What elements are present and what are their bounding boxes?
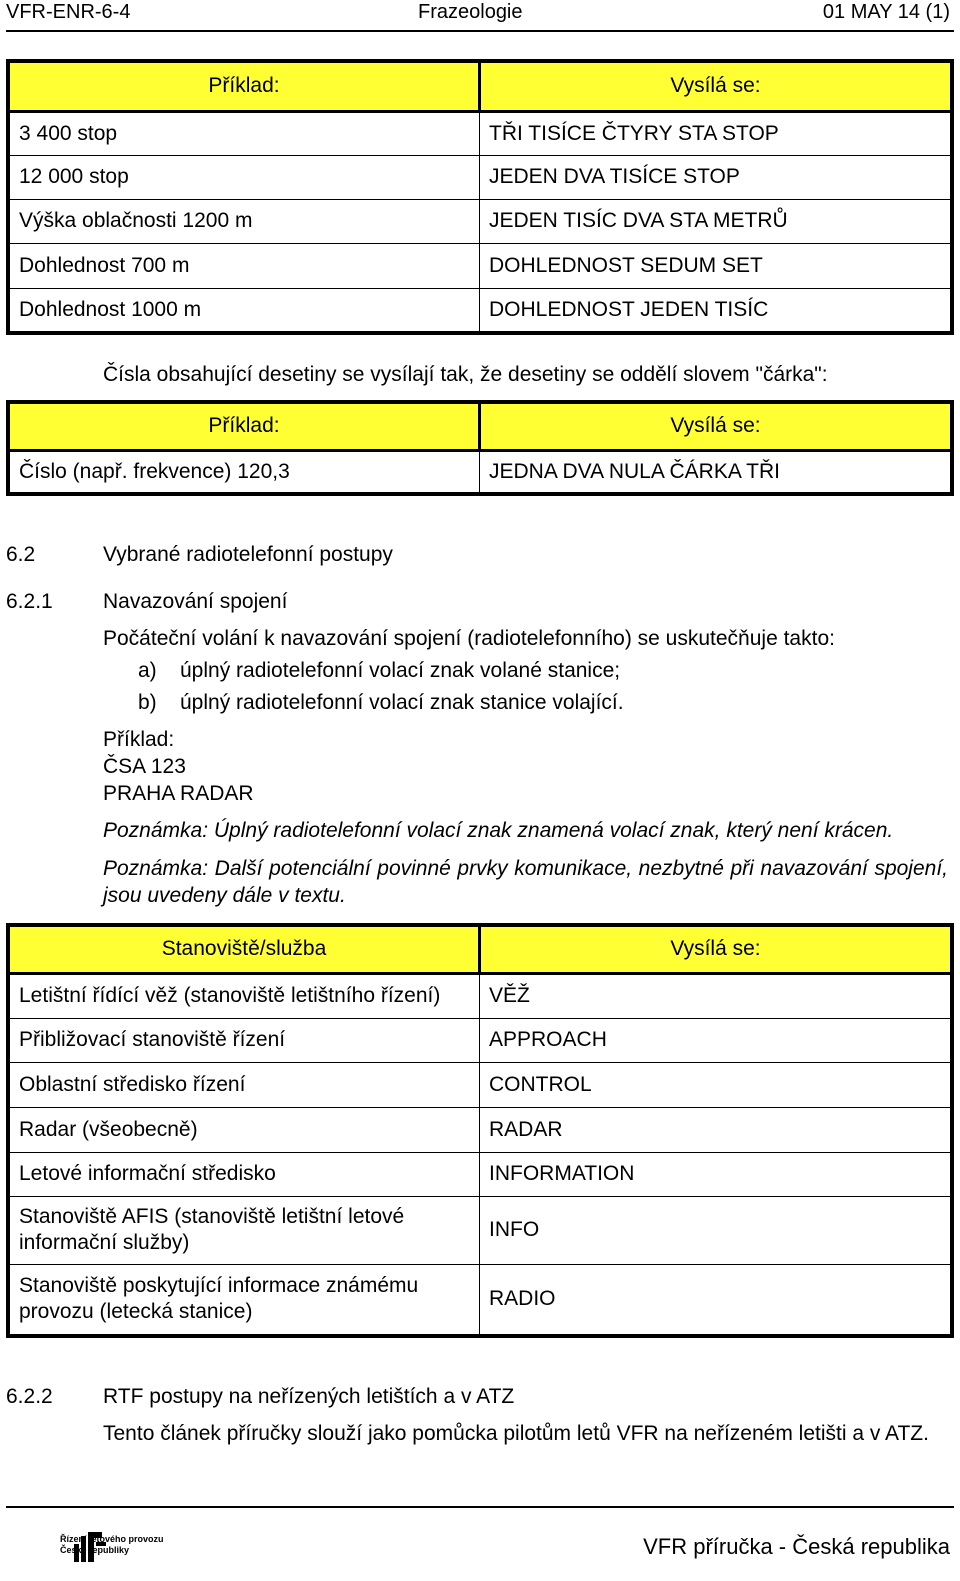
doc-date: 01 MAY 14 (1)	[822, 1, 950, 23]
example-line: ČSA 123	[103, 755, 186, 778]
table-cell: Stanoviště poskytující informace známému provozu (letecká stanice)	[8, 1264, 480, 1336]
header-divider	[6, 30, 954, 32]
table-cell: CONTROL	[480, 1062, 953, 1107]
decimal-table	[6, 400, 954, 496]
subsection-title: Navazování spojení	[103, 590, 288, 613]
logo-line: Řízení letového provozu	[60, 1534, 164, 1544]
table-cell: Oblastní středisko řízení	[8, 1062, 480, 1107]
doc-chapter: Frazeologie	[418, 1, 523, 23]
section-number: 6.2	[6, 543, 36, 566]
example-label: Příklad:	[103, 728, 175, 751]
numbers-table	[6, 59, 954, 335]
paragraph-text: Tento článek příručky slouží jako pomůcka pilotům letů VFR na neřízeném letišti a v ATZ.	[103, 1422, 929, 1445]
table-cell: RADAR	[480, 1107, 953, 1152]
logo-line: České republiky	[60, 1545, 130, 1555]
table-cell: INFO	[480, 1196, 953, 1264]
table-cell: Výška oblačnosti 1200 m	[8, 199, 480, 243]
table-cell: Letištní řídící věž (stanoviště letištního řízení)	[8, 973, 480, 1018]
table-cell: Dohlednost 1000 m	[8, 288, 480, 333]
table-cell: JEDEN TISÍC DVA STA METRŮ	[480, 199, 953, 243]
table-cell: 12 000 stop	[8, 155, 480, 199]
table-cell: Radar (všeobecně)	[8, 1107, 480, 1152]
table-cell: DOHLEDNOST JEDEN TISÍC	[480, 288, 953, 333]
table-header-cell: Příklad:	[8, 61, 480, 111]
footer-title: VFR příručka - Česká republika	[643, 1534, 950, 1559]
decimal-rule-text: Čísla obsahující desetiny se vysílají tak, že desetiny se oddělí slovem "čárka":	[103, 363, 828, 386]
table-header-cell: Vysílá se:	[480, 925, 953, 973]
table-header-cell: Stanoviště/služba	[8, 925, 480, 973]
example-line: PRAHA RADAR	[103, 782, 254, 805]
table-cell: DOHLEDNOST SEDUM SET	[480, 243, 953, 288]
note-text: Poznámka: Další potenciální povinné prvky komunikace, nezbytné při navazování spojení, jsou uvedeny dále v textu.	[103, 857, 948, 907]
doc-code: VFR-ENR-6-4	[6, 1, 131, 23]
section-title: Vybrané radiotelefonní postupy	[103, 543, 393, 566]
table-cell: INFORMATION	[480, 1152, 953, 1196]
intro-text: Počáteční volání k navazování spojení (radiotelefonního) se uskutečňuje takto:	[103, 627, 835, 650]
table-header-cell: Vysílá se:	[480, 402, 953, 450]
list-item: úplný radiotelefonní volací znak volané stanice;	[180, 659, 621, 682]
table-cell: Dohlednost 700 m	[8, 243, 480, 288]
page-header	[0, 0, 960, 28]
table-cell: VĚŽ	[480, 973, 953, 1018]
logo-text	[60, 1534, 164, 1556]
subsection-number: 6.2.2	[6, 1385, 53, 1408]
subsection-title: RTF postupy na neřízených letištích a v ATZ	[103, 1385, 515, 1408]
list-item-label: b)	[138, 691, 157, 714]
table-cell: JEDNA DVA NULA ČÁRKA TŘI	[480, 450, 953, 494]
table-cell: RADIO	[480, 1264, 953, 1336]
footer-divider	[6, 1506, 954, 1508]
table-cell: Přibližovací stanoviště řízení	[8, 1018, 480, 1062]
table-cell: TŘI TISÍCE ČTYRY STA STOP	[480, 111, 953, 155]
table-cell: APPROACH	[480, 1018, 953, 1062]
table-cell: Číslo (např. frekvence) 120,3	[8, 450, 480, 494]
table-cell: Letové informační středisko	[8, 1152, 480, 1196]
subsection-number: 6.2.1	[6, 590, 53, 613]
table-header-cell: Příklad:	[8, 402, 480, 450]
list-item-label: a)	[138, 659, 157, 682]
table-cell: 3 400 stop	[8, 111, 480, 155]
table-header-cell: Vysílá se:	[480, 61, 953, 111]
stations-table	[6, 923, 954, 1338]
list-item: úplný radiotelefonní volací znak stanice volající.	[180, 691, 624, 714]
note-text: Poznámka: Úplný radiotelefonní volací znak znamená volací znak, který není krácen.	[103, 819, 894, 842]
table-cell: Stanoviště AFIS (stanoviště letištní letové informační služby)	[8, 1196, 480, 1264]
table-cell: JEDEN DVA TISÍCE STOP	[480, 155, 953, 199]
